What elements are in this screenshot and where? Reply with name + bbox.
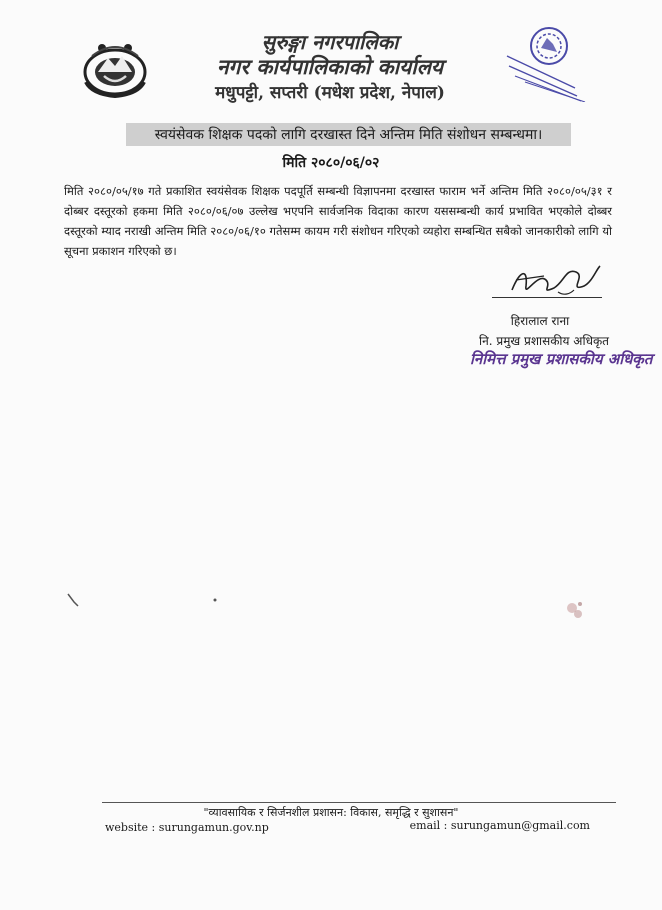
officer-stamp: निमित्त प्रमुख प्रशासकीय अधिकृत: [470, 350, 653, 368]
scan-mark-icon: [66, 592, 80, 608]
office-address: मधुपट्टी, सप्तरी (मधेश प्रदेश, नेपाल): [215, 83, 445, 103]
scan-dot-icon: [213, 598, 217, 602]
scan-smudge-icon: [560, 596, 590, 626]
footer-website: website : surungamun.gov.np: [105, 821, 269, 834]
footer-motto: "व्यावसायिक र सिर्जनशील प्रशासन: विकास, समृद्धि र सुशासन": [203, 806, 459, 819]
municipality-name: सुरुङ्गा नगरपालिका: [261, 30, 399, 54]
footer-email: email : surungamun@gmail.com: [409, 819, 590, 832]
notice-body: मिति २०८०/०५/१७ गते प्रकाशित स्वयंसेवक शिक्षक पदपूर्ति सम्बन्धी विज्ञापनमा दरखास्त फाराम भर्ने अन्तिम मिति २०८०/०५/३१ र दोब्बर दस्तूरको हकमा मिति २०८०/०६/०७ उल्लेख भएपनि सार्वजनिक विदाका कारण यससम्बन्धी कार्य प्रभावित भएकोले दोब्बर दस्तूरको म्याद नराखी अन्तिम मिति २०८०/०६/१० गतेसम्म कायम गरी संशोधन गरिएको व्यहोरा सम्बन्धित सबैको जानकारीको लागि यो सूचना प्रकाशन गरिएको छ।: [64, 184, 612, 258]
signatory-title: नि. प्रमुख प्रशासकीय अधिकृत: [478, 334, 610, 348]
municipality-stamp-icon: [505, 22, 591, 102]
signature-line: [492, 297, 602, 298]
notice-date: मिति २०८०/०६/०२: [282, 155, 380, 171]
signature-icon: [506, 262, 602, 302]
notice-subject: स्वयंसेवक शिक्षक पदको लागि दरखास्त दिने अन्तिम मिति संशोधन सम्बन्धमा।: [126, 123, 571, 146]
footer-divider: [102, 802, 616, 803]
office-name: नगर कार्यपालिकाको कार्यालय: [216, 54, 444, 79]
government-emblem-icon: [78, 36, 152, 100]
signatory-name: हिरालाल राना: [510, 314, 570, 328]
